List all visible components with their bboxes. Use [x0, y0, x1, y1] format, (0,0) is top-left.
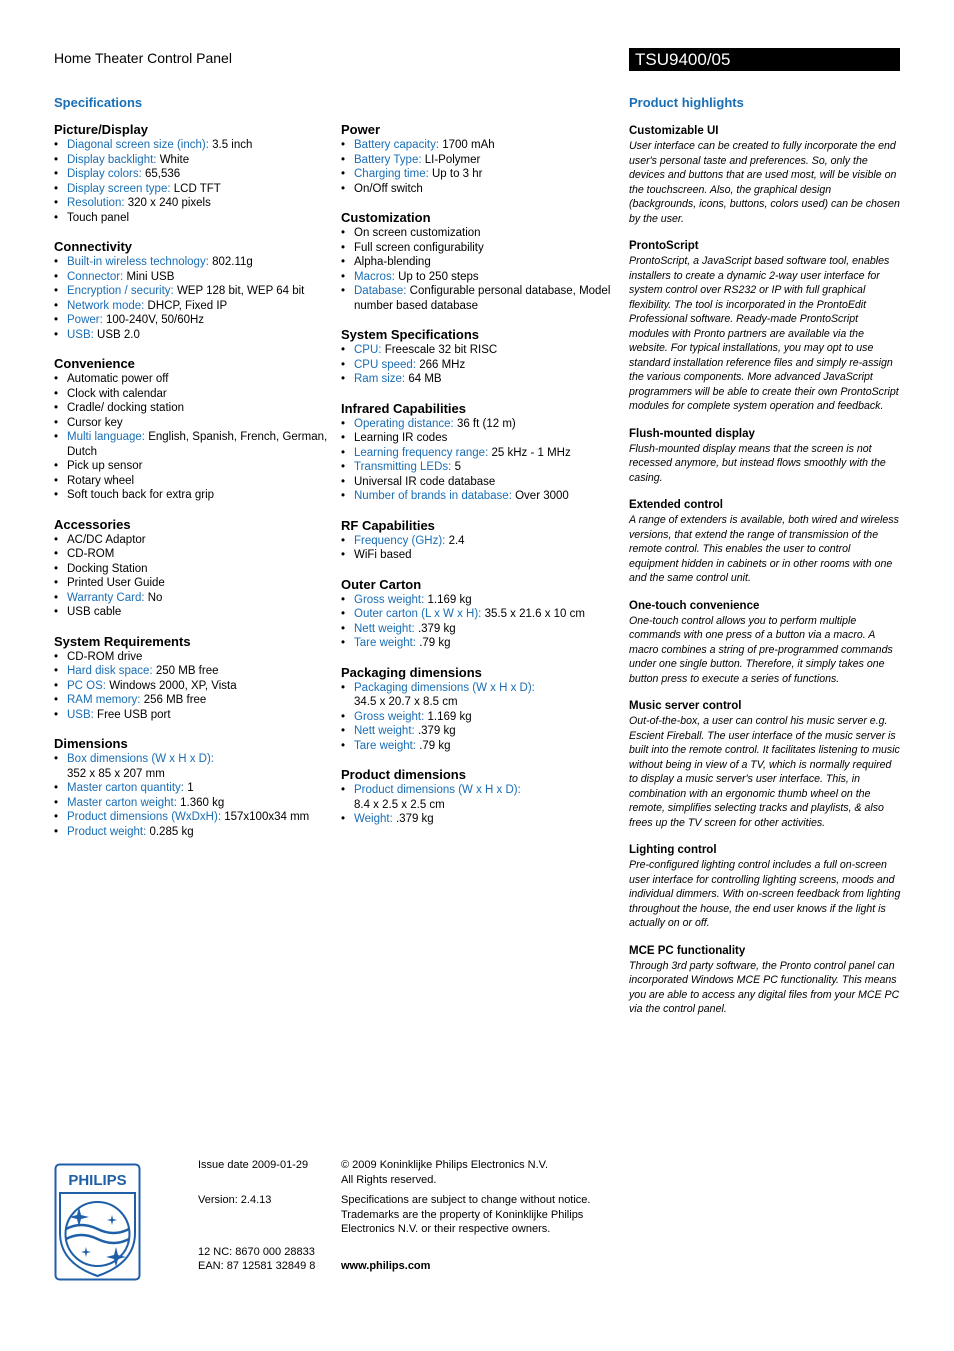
spec-value: On screen customization [354, 227, 481, 239]
spec-value: .379 kg [395, 813, 434, 825]
spec-group-title: Customization [341, 210, 431, 225]
spec-item [54, 328, 334, 343]
spec-item [341, 226, 621, 241]
spec-value: Windows 2000, XP, Vista [109, 679, 237, 692]
spec-label: Learning frequency range: [354, 446, 489, 459]
spec-item [341, 358, 621, 373]
spec-label: Product weight: [67, 825, 147, 838]
spec-label: RAM memory: [67, 694, 141, 706]
spec-label: Operating distance: [354, 417, 454, 430]
spec-value: Universal IR code database [354, 475, 496, 488]
highlight-title: Lighting control [629, 844, 717, 856]
page-title: Home Theater Control Panel [54, 50, 232, 66]
highlight-text: One-touch control allows you to perform multiple commands with one press of a button via a macro. A macro combines a string of pre-programmed commands under one single button. Therefore, it simply takes one button press to execute a series of functions. [629, 614, 893, 685]
highlight-item [629, 599, 901, 687]
spec-item [54, 796, 334, 811]
spec-item [341, 534, 621, 549]
spec-item [341, 284, 621, 313]
spec-item [341, 593, 621, 608]
spec-label: Ram size: [354, 373, 406, 385]
spec-value: LCD TFT [173, 182, 221, 195]
spec-item [341, 681, 621, 710]
spec-value: Printed User Guide [67, 577, 165, 589]
spec-item [54, 810, 334, 825]
model-number-bar: TSU9400/05 [629, 48, 900, 71]
spec-value: 157x100x34 mm [224, 811, 310, 823]
philips-logo [54, 1163, 141, 1281]
highlight-text: Through 3rd party software, the Pronto control panel can incorporated Windows MCE PC functionality. This means you are able to access any digital files from your MCE PC via the control panel. [629, 959, 900, 1015]
spec-value: .79 kg [419, 637, 451, 649]
spec-item [54, 664, 334, 679]
spec-item [54, 562, 334, 577]
spec-value: 1700 mAh [442, 139, 495, 151]
spec-list [341, 417, 621, 504]
version: Version: 2.4.13 [198, 1194, 272, 1206]
spec-item [341, 636, 621, 651]
spec-label: Battery Type: [354, 153, 422, 166]
spec-value: 0.285 kg [149, 825, 194, 838]
spec-item [54, 270, 334, 285]
spec-group-title: Picture/Display [54, 122, 148, 137]
highlight-item [629, 843, 901, 931]
spec-item [54, 372, 334, 387]
spec-value: Freescale 32 bit RISC [384, 344, 498, 356]
spec-label: Number of brands in database: [354, 490, 512, 502]
spec-item [54, 196, 334, 211]
spec-item [54, 153, 334, 168]
spec-label: Gross weight: [354, 593, 425, 606]
spec-list [54, 372, 334, 503]
spec-item [54, 605, 334, 620]
highlight-title: Music server control [629, 700, 742, 712]
spec-group-title: System Requirements [54, 633, 191, 649]
spec-item [341, 343, 621, 358]
spec-group-title: Dimensions [54, 736, 128, 751]
spec-value: Automatic power off [67, 373, 169, 385]
spec-value: Configurable personal database, Model number based database [354, 285, 611, 312]
spec-item [341, 270, 621, 285]
highlight-title: MCE PC functionality [629, 944, 746, 957]
spec-label: Product dimensions (W x H x D): [354, 784, 521, 796]
spec-group-title: Power [341, 122, 381, 137]
spec-value: 3.5 inch [212, 139, 253, 151]
spec-group [54, 356, 334, 503]
spec-value: No [147, 591, 163, 604]
spec-value: 250 MB free [155, 665, 219, 677]
highlight-title: ProntoScript [629, 240, 699, 252]
spec-item [341, 724, 621, 739]
highlight-title: Customizable UI [629, 125, 719, 137]
spec-item [341, 607, 621, 622]
spec-value: Rotary wheel [67, 474, 135, 487]
legal-notice: Specifications are subject to change without notice. Trademarks are the property of Koninklijke Philips Electronics N.V. or their respective owners. [341, 1194, 591, 1235]
highlight-item [629, 239, 901, 414]
spec-value: 34.5 x 20.7 x 8.5 cm [354, 696, 458, 708]
spec-value: 802.11g [212, 256, 253, 268]
spec-item [54, 547, 334, 562]
highlight-text: A range of extenders is available, both wired and wireless versions, that extend the range of transmission of the remote control. This enables the user to control equipment hidden in cabinets or in other rooms with one and the same control unit. [629, 514, 899, 584]
spec-label: Box dimensions (W x H x D): [67, 753, 214, 765]
spec-item [341, 489, 621, 504]
spec-label: Connector: [67, 270, 124, 283]
spec-item [54, 138, 334, 153]
spec-group-title: Packaging dimensions [341, 664, 482, 680]
spec-label: Nett weight: [354, 725, 415, 737]
spec-value: On/Off switch [354, 182, 423, 195]
spec-list [54, 650, 334, 723]
spec-label: Database: [354, 285, 407, 297]
spec-label: CPU: [354, 344, 382, 356]
spec-value: LI-Polymer [424, 153, 481, 166]
spec-list [54, 752, 334, 839]
spec-item [341, 372, 621, 387]
spec-list [341, 534, 621, 563]
spec-item [54, 679, 334, 694]
spec-value: 2.4 [448, 534, 465, 547]
spec-value: Up to 3 hr [432, 168, 483, 180]
spec-value: 25 kHz - 1 MHz [491, 446, 571, 459]
spec-item [341, 431, 621, 446]
copyright: © 2009 Koninklijke Philips Electronics N.V. [341, 1159, 549, 1171]
spec-group-title: Infrared Capabilities [341, 400, 466, 416]
spec-item [54, 416, 334, 431]
spec-item [341, 475, 621, 490]
spec-label: Resolution: [67, 197, 125, 209]
rights-reserved: All Rights reserved. [341, 1174, 437, 1186]
spec-group [341, 210, 621, 313]
spec-value: Mini USB [126, 270, 175, 283]
spec-label: Outer carton (L x W x H): [354, 608, 482, 620]
highlight-title: Flush-mounted display [629, 427, 755, 440]
spec-group-title: Accessories [54, 516, 131, 532]
spec-label: Power: [67, 314, 103, 326]
spec-list [341, 226, 621, 313]
specifications-heading: Specifications [54, 95, 143, 110]
spec-list [341, 593, 621, 651]
issue-date: Issue date 2009-01-29 [198, 1159, 309, 1171]
spec-value: .379 kg [417, 622, 456, 635]
spec-value: Free USB port [97, 708, 171, 721]
spec-value: Cursor key [67, 416, 123, 429]
spec-group [54, 517, 334, 620]
spec-item [54, 401, 334, 416]
spec-column-2 [341, 122, 621, 841]
spec-value: 8.4 x 2.5 x 2.5 cm [354, 798, 445, 811]
highlight-text: User interface can be created to fully incorporate the end user's personal taste and preferences. So, only the devices and buttons that are used most, will be visible on the touchscreen. Also, the graphical design (backgrounds, icons, buttons, colors used) can be chosen by the user. [629, 140, 900, 225]
spec-value: Alpha-blending [354, 256, 431, 268]
spec-group [54, 736, 334, 839]
spec-item [54, 182, 334, 197]
spec-value: 1.169 kg [427, 593, 472, 606]
highlight-title: Extended control [629, 499, 723, 511]
spec-list [54, 255, 334, 342]
spec-value: 64 MB [408, 373, 442, 385]
spec-item [341, 153, 621, 168]
spec-value: 36 ft (12 m) [456, 417, 516, 430]
spec-value: Pick up sensor [67, 460, 143, 472]
spec-label: Frequency (GHz): [354, 534, 446, 547]
spec-label: Battery capacity: [354, 139, 440, 151]
spec-value: 1.360 kg [180, 796, 225, 809]
spec-label: PC OS: [67, 679, 106, 692]
spec-item [341, 417, 621, 432]
spec-label: CPU speed: [354, 358, 417, 371]
spec-item [54, 313, 334, 328]
spec-group-title: Convenience [54, 356, 135, 371]
spec-list [341, 681, 621, 754]
spec-item [54, 459, 334, 474]
spec-value: Clock with calendar [67, 387, 167, 400]
spec-item [54, 781, 334, 796]
highlight-title: One-touch convenience [629, 599, 760, 612]
spec-group [341, 122, 621, 196]
spec-value: Touch panel [67, 211, 130, 224]
spec-group [341, 665, 621, 754]
highlights-column [629, 124, 901, 1030]
spec-value: Full screen configurability [354, 241, 484, 254]
spec-value: Up to 250 steps [398, 270, 479, 283]
spec-value: WiFi based [354, 549, 412, 561]
spec-list [341, 343, 621, 387]
spec-label: Network mode: [67, 299, 145, 312]
spec-value: 256 MB free [143, 694, 207, 706]
spec-list [341, 138, 621, 196]
spec-label: Display backlight: [67, 153, 157, 166]
spec-value: AC/DC Adaptor [67, 533, 146, 546]
spec-value: 352 x 85 x 207 mm [67, 767, 165, 780]
spec-group [341, 767, 621, 827]
philips-logo-text: PHILIPS [68, 1172, 127, 1189]
highlight-text: Out-of-the-box, a user can control his music server e.g. Escient Fireball. The user interface of the music server is built into the remote control. It facilitates listening to music without being in view of a TV, which is normally required to display a music server's user interface. This, in combination with an ergonomic thumb wheel on the remote, simplifies selecting tracks and playlists, & also frees up the TV screen for other activities. [629, 715, 900, 829]
spec-list [54, 138, 334, 225]
spec-item [341, 783, 621, 812]
spec-value: USB cable [67, 606, 122, 618]
spec-label: Transmitting LEDs: [354, 461, 452, 473]
spec-value: 1 [187, 782, 194, 794]
spec-item [54, 576, 334, 591]
spec-item [54, 708, 334, 723]
spec-item [54, 693, 334, 708]
spec-value: USB 2.0 [97, 328, 140, 341]
spec-item [54, 211, 334, 226]
spec-label: Display screen type: [67, 182, 171, 195]
spec-value: 320 x 240 pixels [127, 197, 211, 209]
spec-item [341, 710, 621, 725]
spec-value: DHCP, Fixed IP [147, 299, 228, 312]
spec-column-1 [54, 122, 334, 853]
spec-label: Nett weight: [354, 622, 415, 635]
spec-group [54, 239, 334, 342]
spec-label: Multi language: [67, 431, 145, 443]
nc-number: 12 NC: 8670 000 28833 [198, 1246, 315, 1258]
highlight-text: Flush-mounted display means that the screen is not recessed anymore, but instead flows smoothly with the casing. [629, 442, 886, 484]
spec-group-title: Product dimensions [341, 767, 466, 782]
spec-value: White [159, 153, 190, 166]
spec-item [54, 474, 334, 489]
spec-list [341, 783, 621, 827]
spec-value: .79 kg [419, 739, 451, 752]
spec-value: Docking Station [67, 562, 148, 575]
spec-label: Packaging dimensions (W x H x D): [354, 681, 535, 694]
spec-group [54, 122, 334, 225]
spec-item [54, 752, 334, 781]
spec-label: Encryption / security: [67, 285, 174, 297]
spec-item [54, 488, 334, 503]
spec-label: Hard disk space: [67, 665, 153, 677]
spec-label: Master carton weight: [67, 796, 177, 809]
spec-value: 100-240V, 50/60Hz [106, 314, 205, 326]
spec-value: 1.169 kg [427, 710, 472, 723]
spec-item [54, 387, 334, 402]
spec-label: Diagonal screen size (inch): [67, 139, 209, 151]
spec-value: English, Spanish, French, German, Dutch [67, 431, 328, 458]
highlight-item [629, 498, 901, 586]
spec-value: 266 MHz [419, 358, 466, 371]
spec-label: USB: [67, 708, 94, 721]
spec-item [54, 284, 334, 299]
spec-item [341, 622, 621, 637]
spec-item [341, 739, 621, 754]
spec-label: Weight: [354, 813, 393, 825]
spec-item [341, 167, 621, 182]
spec-label: Display colors: [67, 168, 142, 180]
ean-number: EAN: 87 12581 32849 8 [198, 1260, 316, 1272]
spec-group [341, 518, 621, 563]
spec-item [341, 548, 621, 563]
spec-item [341, 812, 621, 827]
highlight-text: Pre-configured lighting control includes a full on-screen user interface for controlling lighting screens, moods and individual dimmers. With on-screen feedback from lighting throughout the house, the end user knows if the light is actually on or off. [629, 859, 901, 929]
spec-group-title: System Specifications [341, 327, 479, 342]
spec-label: Warranty Card: [67, 591, 145, 604]
spec-group [341, 327, 621, 387]
spec-item [54, 430, 334, 459]
spec-value: .379 kg [417, 725, 456, 737]
highlight-item [629, 944, 901, 1017]
spec-item [54, 167, 334, 182]
spec-group-title: Outer Carton [341, 576, 422, 592]
spec-item [341, 255, 621, 270]
spec-item [54, 650, 334, 665]
spec-value: 65,536 [144, 168, 181, 180]
highlight-item [629, 124, 901, 226]
spec-label: Tare weight: [354, 637, 417, 649]
spec-item [54, 299, 334, 314]
spec-label: Charging time: [354, 168, 429, 180]
highlight-item [629, 427, 901, 486]
spec-label: Macros: [354, 270, 395, 283]
spec-item [341, 241, 621, 256]
spec-value: CD-ROM [67, 548, 115, 560]
spec-group [54, 634, 334, 723]
spec-label: Product dimensions (WxDxH): [67, 811, 222, 823]
spec-value: Soft touch back for extra grip [67, 489, 215, 501]
spec-group-title: Connectivity [54, 239, 133, 254]
spec-value: 35.5 x 21.6 x 10 cm [484, 608, 585, 620]
website-link[interactable]: www.philips.com [341, 1260, 431, 1272]
spec-value: CD-ROM drive [67, 650, 143, 663]
spec-value: 5 [454, 461, 461, 473]
spec-label: Tare weight: [354, 739, 417, 752]
spec-group [341, 401, 621, 504]
spec-value: Over 3000 [515, 490, 569, 502]
spec-item [341, 182, 621, 197]
spec-item [54, 825, 334, 840]
spec-item [341, 446, 621, 461]
spec-label: USB: [67, 328, 94, 341]
spec-item [54, 533, 334, 548]
spec-label: Gross weight: [354, 710, 425, 723]
highlight-text: ProntoScript, a JavaScript based software tool, enables installers to create a dynamic 2-way user interface for system control over RS232 or IP with full graphical flexibility. The tool is incorporated in the ProntoEdit Professional software. Ready-made ProntoScript modules with Pronto partners are available via the website. For typical installations, you may opt to use standard installation reference files and simply re-assign the various components. More advanced JavaScript programmers will be able to create their own ProntoScript modules for complete system operation and feedback. [629, 255, 899, 412]
spec-list [54, 533, 334, 620]
spec-label: Master carton quantity: [67, 782, 184, 794]
spec-value: WEP 128 bit, WEP 64 bit [176, 285, 305, 297]
spec-item [341, 138, 621, 153]
spec-item [54, 255, 334, 270]
product-highlights-heading: Product highlights [629, 95, 744, 110]
highlight-item [629, 699, 901, 830]
spec-group-title: RF Capabilities [341, 517, 435, 533]
spec-group [341, 577, 621, 651]
spec-item [54, 591, 334, 606]
spec-label: Built-in wireless technology: [67, 256, 209, 268]
spec-item [341, 460, 621, 475]
spec-value: Cradle/ docking station [67, 402, 184, 414]
spec-value: Learning IR codes [354, 432, 448, 444]
